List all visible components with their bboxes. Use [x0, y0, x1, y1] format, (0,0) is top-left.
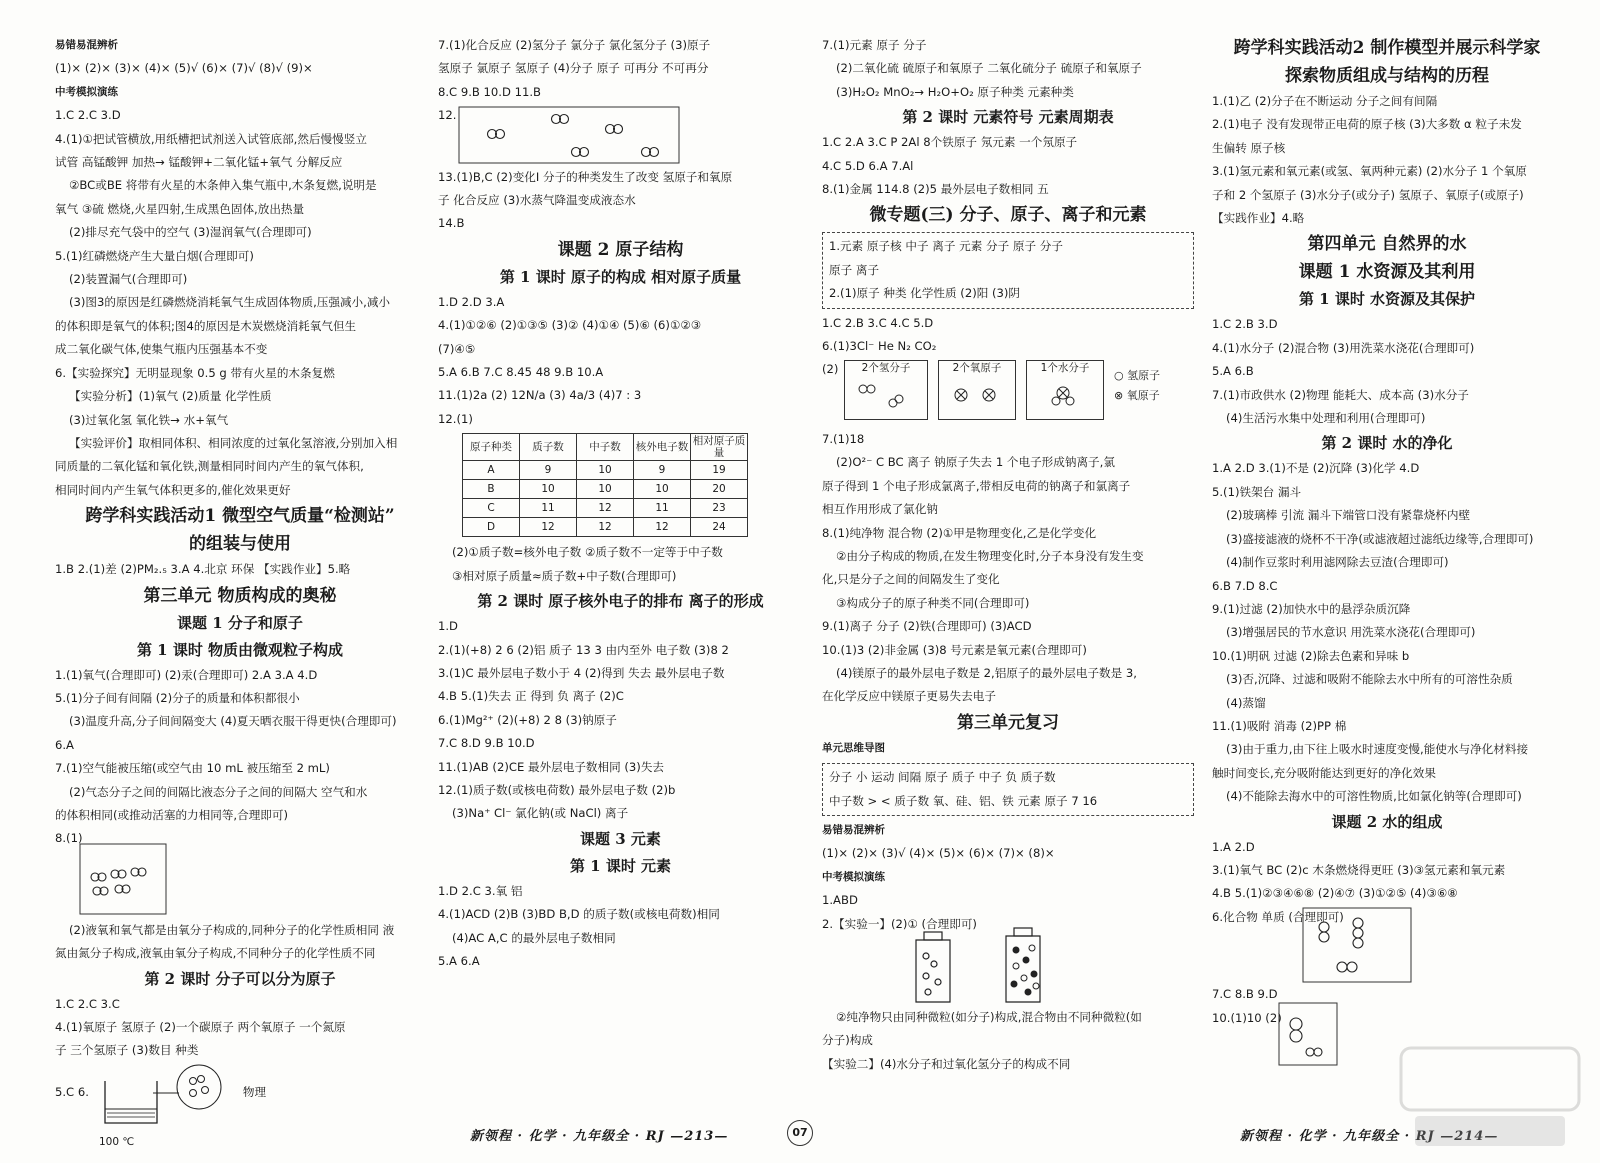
answer-line: (3)增强居民的节水意识 用洗菜水浇花(合理即可) — [1226, 625, 1476, 640]
answer-line: 10.(1)3 (2)非金属 (3)8 号元素是氧元素(合理即可) — [822, 642, 1087, 657]
answer-line: (2)气态分子之间的间隔比液态分子之间的间隔大 空气和水 — [69, 784, 368, 799]
activity1-title-2: 的组装与使用 — [189, 534, 291, 555]
table-row — [463, 461, 748, 480]
answer-line: 1.C 2.A 3.C P 2Al 8个铁原子 氖元素 一个氖原子 — [822, 135, 1078, 150]
answer-line: 7.(1)化合反应 (2)氢分子 氯分子 氯化氢分子 (3)原子 — [438, 38, 711, 52]
answer-line: 4.(1)①②⑥ (2)①③⑤ (3)② (4)①④ (5)⑥ (6)①②③ — [438, 318, 702, 333]
answer-line: (4)生活污水集中处理和利用(合理即可) — [1226, 411, 1426, 426]
answer-line: 1.D — [438, 619, 458, 634]
answer-line: 相同时间内产生氧气体积更多的,催化效果更好 — [55, 482, 291, 497]
table-cell: 10 — [577, 461, 634, 480]
answer-line: 7.(1)18 — [822, 431, 865, 446]
answer-line: 10.(1)明矾 过滤 (2)除去色素和异味 b — [1212, 648, 1410, 663]
legend-text: 氧原子 — [1126, 388, 1160, 402]
col1-block-d — [55, 919, 425, 966]
legend-text: 氢原子 — [1127, 368, 1161, 382]
q5-label: 5.C 6. — [55, 1084, 89, 1099]
atom-table — [462, 433, 748, 537]
answer-line: 子 三个氢原子 (3)数目 种类 — [55, 1043, 199, 1058]
answer-line: 4.(1)水分子 (2)混合物 (3)用洗菜水浇花(合理即可) — [1212, 340, 1475, 355]
answer-line: (2)排尽充气袋中的空气 (3)湿润氧气(合理即可) — [69, 225, 312, 240]
answer-line: (4)镁原子的最外层电子数是 2,铝原子的最外层电子数是 3, — [836, 665, 1137, 680]
answer-line: (3)H₂O₂ MnO₂→ H₂O+O₂ 原子种类 元素种类 — [836, 84, 1074, 99]
lesson2-title: 第 2 课时 分子可以分为原子 — [144, 969, 336, 988]
answer-line: 7.C 8.D 9.B 10.D — [438, 736, 535, 751]
topic2-lesson2-title: 第 2 课时 原子核外电子的排布 离子的形成 — [477, 592, 764, 611]
col2-block-e — [438, 615, 803, 826]
column-1 — [55, 34, 425, 1149]
answer-line: 1.(1)氧气(合理即可) (2)汞(合理即可) 2.A 3.A 4.D — [55, 667, 318, 682]
box-label: 2个氢分子 — [861, 361, 911, 374]
answer-line: 化,只是分子之间的间隔发生了变化 — [822, 572, 1000, 587]
footer-left: 新领程 · 化学 · 九年级全 · RJ —213— — [470, 1129, 729, 1144]
answer-line: 5.(1)红磷燃烧产生大量白烟(合理即可) — [55, 248, 254, 263]
answer-line: (2) — [822, 362, 839, 377]
answer-line: (1)× (2)× (3)√ (4)× (5)× (6)× (7)× (8)× — [822, 846, 1055, 861]
answer-line: 1.(1)乙 (2)分子在不断运动 分子之间有间隔 — [1212, 94, 1438, 108]
answer-line: 分子)构成 — [822, 1033, 873, 1048]
map-line: 分子 小 运动 间隔 原子 质子 中子 负 质子数 — [829, 770, 1056, 785]
table-cell: C — [463, 499, 520, 518]
h2o-molecule-icon — [1027, 375, 1101, 415]
col3-block-e — [822, 819, 1194, 936]
answer-line: 1.C 2.C 3.D — [55, 108, 121, 123]
answer-line: 在化学反应中镁原子更易失去电子 — [822, 689, 996, 704]
answer-line: 9.(1)过滤 (2)加快水中的悬浮杂质沉降 — [1212, 601, 1411, 616]
answer-line: 9.(1)离子 分子 (2)铁(合理即可) (3)ACD — [822, 619, 1032, 634]
activity1-title: 跨学科实践活动1 微型空气质量“检测站” — [85, 506, 395, 527]
col3-block-b — [822, 131, 1194, 201]
answer-line: 11.(1)2a (2) 12N/a (3) 4a/3 (4)7 : 3 — [438, 388, 642, 403]
answer-box-figure — [1278, 1002, 1338, 1066]
footer-right: 新领程 · 化学 · 九年级全 · RJ —214— — [1240, 1129, 1499, 1144]
answer-line: 6.【实验探究】无明显现象 0.5 g 带有火星的木条复燃 — [55, 365, 335, 380]
special-box-line: 2.(1)原子 种类 化学性质 (2)阳 (3)阴 — [829, 286, 1021, 301]
answer-line: 原子得到 1 个电子形成氯离子,带相反电荷的钠离子和氯离子 — [822, 478, 1131, 493]
table-cell: 12 — [577, 499, 634, 518]
q5-answer-physical: 物理 — [242, 1084, 267, 1099]
answer-line: (3)由于重力,由下往上吸水时速度变慢,能使水与净化材料接 — [1226, 742, 1529, 757]
table-header-cell: 核外电子数 — [634, 434, 691, 461]
column-4 — [1212, 34, 1562, 1066]
special-box-line: 1.元素 原子核 中子 离子 元素 分子 原子 分子 — [829, 239, 1063, 254]
page-mark: 07 — [787, 1120, 813, 1146]
answer-line: 1.A 2.D — [1212, 839, 1255, 854]
map-line: 中子数 > < 质子数 氧、硅、铝、铁 元素 原子 7 16 — [829, 793, 1098, 808]
answer-line: 4.B 5.(1)失去 正 得到 负 离子 (2)C — [438, 689, 624, 704]
table-cell: 12 — [634, 518, 691, 537]
answer-line: 6.化合物 单质 (合理即可) — [1212, 909, 1344, 924]
column-3 — [822, 34, 1194, 1076]
answer-line: (2)装置漏气(合理即可) — [69, 272, 188, 287]
answer-line: 6.(1)Mg²⁺ (2)(+8) 2 8 (3)钠原子 — [438, 712, 617, 727]
col2-block-c — [438, 291, 803, 431]
answer-line: (3)盛接滤液的烧杯不干净(或滤液超过滤纸边缘等,合理即可) — [1226, 531, 1534, 546]
answer-line: (2)液氧和氧气都是由氧分子构成的,同种分子的化学性质相同 液 — [69, 922, 395, 937]
answer-line: 的体积相同(或推动活塞的力相同等,合理即可) — [55, 807, 289, 822]
answer-line: 8.(1)纯净物 混合物 (2)①甲是物理变化,乙是化学变化 — [822, 525, 1097, 540]
answer-line: (3)图3的原因是红磷燃烧消耗氧气生成固体物质,压强减小,减小 — [69, 295, 391, 310]
unit4-title: 第四单元 自然界的水 — [1307, 234, 1467, 255]
answer-line: (7)④⑤ — [438, 341, 476, 356]
answer-line: (3)Na⁺ Cl⁻ 氯化钠(或 NaCl) 离子 — [452, 806, 629, 821]
answer-line: (3)否,沉降、过滤和吸附不能除去水中所有的可溶性杂质 — [1226, 672, 1513, 687]
table-cell: 12 — [520, 518, 577, 537]
answer-line: (3)过氧化氢 氧化铁→ 水+氧气 — [69, 412, 229, 427]
answer-line: 氮由氮分子构成,液氧由氧分子构成,不同种分子的化学性质不同 — [55, 946, 376, 961]
answer-line: 同质量的二氧化锰和氧化铁,测量相同时间内产生的氧气体积, — [55, 459, 364, 474]
o-atoms-icon — [939, 375, 1013, 415]
answer-line: 触时间变长,充分吸附能达到更好的净化效果 — [1212, 765, 1436, 780]
answer-line: (2)①质子数=核外电子数 ②质子数不一定等于中子数 — [452, 545, 723, 560]
unit4-topic2-title: 课题 2 水的组成 — [1331, 812, 1443, 831]
mind-map-label: 单元思维导图 — [822, 741, 885, 754]
col4-block-a — [1212, 90, 1562, 230]
jar-figures — [902, 926, 1102, 1006]
answer-line: (3)温度升高,分子间间隔变大 (4)夏天晒衣服干得更快(合理即可) — [69, 714, 397, 729]
answer-line: 6.(1)3Cl⁻ He N₂ CO₂ — [822, 339, 937, 354]
table-header-cell: 原子种类 — [463, 434, 520, 461]
answer-line: 11.(1)AB (2)CE 最外层电子数相同 (3)失去 — [438, 759, 665, 774]
col2-block-f — [438, 880, 803, 974]
answer-line: 5.A 6.B 7.C 8.45 48 9.B 10.A — [438, 365, 604, 380]
answer-line: 1.B 2.(1)差 (2)PM₂.₅ 3.A 4.北京 环保 【实践作业】5.略 — [55, 562, 351, 577]
answer-line: 3.(1)C 最外层电子数小于 4 (2)得到 失去 最外层电子数 — [438, 665, 725, 680]
unit3-title: 第三单元 物质构成的奥秘 — [143, 585, 337, 606]
col1-block-a — [55, 34, 425, 502]
unit4-lesson1-title: 第 1 课时 水资源及其保护 — [1298, 290, 1476, 309]
column-2 — [438, 34, 803, 973]
table-cell: 9 — [634, 461, 691, 480]
activity2-title: 跨学科实践活动2 制作模型并展示科学家 — [1233, 38, 1541, 58]
col4-block-e — [1212, 983, 1562, 1030]
answer-line: 10.(1)10 (2) — [1212, 1010, 1282, 1025]
answer-line: (2)玻璃棒 引流 漏斗下端管口没有紧靠烧杯内壁 — [1226, 508, 1471, 523]
answer-line: 7.(1)元素 原子 分子 — [822, 38, 927, 52]
answer-line: 生偏转 原子核 — [1212, 140, 1286, 155]
answer-line: 4.(1)氧原子 氢原子 (2)一个碳原子 两个氧原子 一个氮原 — [55, 1020, 346, 1034]
topic3-title: 课题 3 元素 — [580, 829, 661, 848]
answer-line: 12.(1)质子数(或核电荷数) 最外层电子数 (2)b — [438, 782, 676, 797]
answer-line: 2.【实验一】(2)① (合理即可) — [822, 916, 977, 931]
answer-line: (4)不能除去海水中的可溶性物质,比如氯化钠等(合理即可) — [1226, 789, 1522, 804]
table-cell: 12 — [577, 518, 634, 537]
molecule-box-figure — [79, 843, 167, 915]
table-header-cell: 相对原子质量 — [691, 434, 748, 461]
answer-line: 1.C 2.B 3.C 4.C 5.D — [822, 315, 934, 330]
answer-line: 5.A 6.B — [1212, 364, 1254, 379]
answer-line: 7.C 8.B 9.D — [1212, 987, 1278, 1002]
answer-line: 易错易混辨析 — [55, 39, 118, 51]
q5-row — [55, 1063, 425, 1135]
col2-block-d — [438, 541, 803, 588]
answer-line: 5.(1)铁架台 漏斗 — [1212, 484, 1302, 499]
legend-oxygen: ⊗ 氧原子 — [1114, 388, 1160, 402]
topic2-lesson1-title: 第 1 课时 原子的构成 相对原子质量 — [499, 267, 742, 286]
answer-line: (2)O²⁻ C BC 离子 钠原子失去 1 个电子形成钠离子,氯 — [836, 455, 1115, 470]
h2-molecules-icon — [845, 375, 925, 415]
answer-line: 【实验评价】取相同体积、相同浓度的过氧化氢溶液,分别加入相 — [69, 435, 398, 450]
beaker-figure — [101, 1063, 231, 1133]
table-row — [463, 518, 748, 537]
box-water-molecule — [1026, 360, 1104, 420]
box-label: 2个氧原子 — [952, 361, 1002, 374]
answer-line: ②由分子构成的物质,在发生物理变化时,分子本身没有发生变 — [836, 548, 1144, 563]
answer-line: 3.(1)氢元素和氧元素(或氢、氧两种元素) (2)水分子 1 个氧原 — [1212, 164, 1527, 179]
answer-line: (4)制作豆浆时利用滤网除去豆渣(合理即可) — [1226, 555, 1449, 570]
answer-line: ③构成分子的原子种类不同(合理即可) — [836, 595, 1030, 610]
unit3-review-title: 第三单元复习 — [957, 712, 1059, 733]
answer-line: 4.B 5.(1)②③④⑥⑧ (2)④⑦ (3)①②⑤ (4)③⑥⑧ — [1212, 886, 1458, 901]
answer-line: 中考模拟演练 — [822, 870, 885, 883]
answer-line: 6.A — [55, 737, 74, 752]
box-hydrogen-molecules — [844, 360, 928, 420]
answer-line: 中考模拟演练 — [55, 85, 118, 98]
answer-line: 【实践作业】4.略 — [1212, 211, 1305, 226]
answer-line: 4.(1)①把试管横放,用纸槽把试剂送入试管底部,然后慢慢竖立 — [55, 131, 367, 146]
table-cell: D — [463, 518, 520, 537]
answer-line: 3.(1)氧气 BC (2)c 木条燃烧得更旺 (3)③氢元素和氧元素 — [1212, 862, 1506, 877]
col3-block-d — [822, 428, 1194, 709]
answer-line: 【实验分析】(1)氧气 (2)质量 化学性质 — [69, 389, 272, 404]
table-cell: 10 — [577, 480, 634, 499]
unit4-topic1-title: 课题 1 水资源及其利用 — [1298, 262, 1476, 283]
answer-line: 1.C 2.B 3.D — [1212, 317, 1278, 332]
table-cell: 11 — [520, 499, 577, 518]
col4-block-c — [1212, 457, 1562, 808]
answer-line: (2)二氧化硫 硫原子和氧原子 二氧化硫分子 硫原子和氧原子 — [836, 61, 1142, 76]
answer-line: 8.(1) — [55, 831, 83, 846]
col2-block-b — [438, 166, 803, 236]
answer-line: 12.(1) — [438, 411, 473, 426]
answer-line: 6.B 7.D 8.C — [1212, 578, 1278, 593]
answer-line: 8.(1)金属 114.8 (2)5 最外层电子数相同 五 — [822, 182, 1049, 197]
answer-line: 相互作用形成了氯化钠 — [822, 502, 938, 517]
answer-line: 7.(1)空气能被压缩(或空气由 10 mL 被压缩至 2 mL) — [55, 761, 330, 776]
answer-line: 12. — [438, 108, 457, 123]
table-cell: 11 — [634, 499, 691, 518]
lesson1-title: 第 1 课时 物质由微观粒子构成 — [136, 640, 344, 659]
answer-line: 子和 2 个氢原子 (3)水分子(或分子) 氢原子、氧原子(或原子) — [1212, 187, 1524, 202]
answer-line: 1.A 2.D 3.(1)不是 (2)沉降 (3)化学 4.D — [1212, 461, 1420, 476]
answer-line: 试管 高锰酸钾 加热→ 锰酸钾+二氧化锰+氧气 分解反应 — [55, 155, 343, 170]
table-cell: A — [463, 461, 520, 480]
answer-line: 氢原子 氯原子 氢原子 (4)分子 原子 可再分 不可再分 — [438, 61, 709, 76]
answer-line: 14.B — [438, 216, 465, 231]
answer-line: 7.(1)市政供水 (2)物理 能耗大、成本高 (3)水分子 — [1212, 387, 1469, 402]
table-row — [463, 480, 748, 499]
box-label: 1个水分子 — [1040, 361, 1090, 374]
topic3-lesson1-title: 第 1 课时 元素 — [569, 856, 672, 875]
legend-hydrogen: ○ 氢原子 — [1114, 368, 1161, 382]
table-cell: 10 — [634, 480, 691, 499]
beaker-temperature: 100 ℃ — [99, 1135, 135, 1148]
particle-box-figure — [458, 106, 680, 164]
table-cell: 20 — [691, 480, 748, 499]
answer-line: 【实验二】(4)水分子和过氧化氢分子的构成不同 — [822, 1056, 1071, 1071]
answer-line: 5.A 6.A — [438, 953, 480, 968]
table-header-cell: 中子数 — [577, 434, 634, 461]
atom-table-header — [463, 434, 748, 461]
answer-line: (4)AC A,C 的最外层电子数相同 — [452, 930, 616, 945]
answer-line: 成二氧化碳气体,使集气瓶内压强基本不变 — [55, 342, 268, 357]
answer-line: ②BC或BE 将带有火星的木条伸入集气瓶中,木条复燃,说明是 — [69, 178, 377, 193]
answer-line: ③相对原子质量≈质子数+中子数(合理即可) — [452, 568, 677, 583]
answer-line: 1.D 2.D 3.A — [438, 294, 505, 309]
box-oxygen-atoms — [938, 360, 1016, 420]
table-cell: 19 — [691, 461, 748, 480]
answer-line: 的体积即是氧气的体积;图4的原因是木炭燃烧消耗氧气但生 — [55, 318, 357, 333]
topic1-title: 课题 1 分子和原子 — [177, 613, 303, 632]
answer-line: 氧气 ③硫 燃烧,火星四射,生成黑色固体,放出热量 — [55, 201, 305, 216]
answer-line: 1.C 2.C 3.C — [55, 996, 120, 1011]
col1-block-c — [55, 664, 425, 851]
answer-line: 13.(1)B,C (2)变化Ⅰ 分子的种类发生了改变 氢原子和氧原 — [438, 169, 733, 184]
molecule-boxes-row — [844, 360, 1194, 424]
table-cell: 10 — [520, 480, 577, 499]
table-row — [463, 499, 748, 518]
col3-block-f — [822, 1006, 1194, 1076]
answer-line: 1.ABD — [822, 893, 858, 908]
special-topic-box — [822, 232, 1194, 308]
answer-line: 4.C 5.D 6.A 7.Al — [822, 158, 914, 173]
table-header-cell: 质子数 — [520, 434, 577, 461]
special-box-line: 原子 离子 — [829, 262, 880, 277]
col1-block-e — [55, 993, 425, 1063]
answer-line: 易错易混辨析 — [822, 823, 885, 836]
activity2-title-2: 探索物质组成与结构的历程 — [1285, 66, 1489, 86]
answer-line: 4.(1)ACD (2)B (3)BD B,D 的质子数(或核电荷数)相同 — [438, 907, 720, 922]
mind-map-box — [822, 763, 1194, 816]
table-cell: 23 — [691, 499, 748, 518]
col4-block-b — [1212, 313, 1562, 430]
col3-block-a — [822, 34, 1194, 104]
answer-line: (4)蒸馏 — [1226, 695, 1266, 710]
col1-block-b — [55, 558, 425, 581]
table-cell: 9 — [520, 461, 577, 480]
col3-lesson2-title: 第 2 课时 元素符号 元素周期表 — [902, 108, 1114, 127]
unit4-lesson2-title: 第 2 课时 水的净化 — [1321, 434, 1453, 453]
answer-line: 11.(1)吸附 消毒 (2)PP 棉 — [1212, 718, 1347, 733]
topic2-title: 课题 2 原子结构 — [557, 239, 684, 260]
answer-line: 8.C 9.B 10.D 11.B — [438, 84, 541, 99]
answer-line: 子 化合反应 (3)水蒸气降温变成液态水 — [438, 193, 636, 208]
atom-legend — [1114, 366, 1160, 406]
table-cell: 24 — [691, 518, 748, 537]
answer-line: ②纯净物只由同种微粒(如分子)构成,混合物由不同种微粒(如 — [836, 1010, 1142, 1024]
answer-line: (1)× (2)× (3)× (4)× (5)√ (6)× (7)√ (8)√ (9)× — [55, 61, 313, 76]
table-cell: B — [463, 480, 520, 499]
special-topic-title: 微专题(三) 分子、原子、离子和元素 — [869, 205, 1147, 226]
answer-line: 2.(1)(+8) 2 6 (2)铝 质子 13 3 由内至外 电子数 (3)8 2 — [438, 642, 729, 657]
answer-line: 5.(1)分子间有间隔 (2)分子的质量和体积都很小 — [55, 690, 300, 705]
answer-line: 2.(1)电子 没有发现带正电荷的原子核 (3)大多数 α 粒子未发 — [1212, 117, 1522, 132]
answer-line: 1.D 2.C 3.氧 铝 — [438, 883, 523, 898]
